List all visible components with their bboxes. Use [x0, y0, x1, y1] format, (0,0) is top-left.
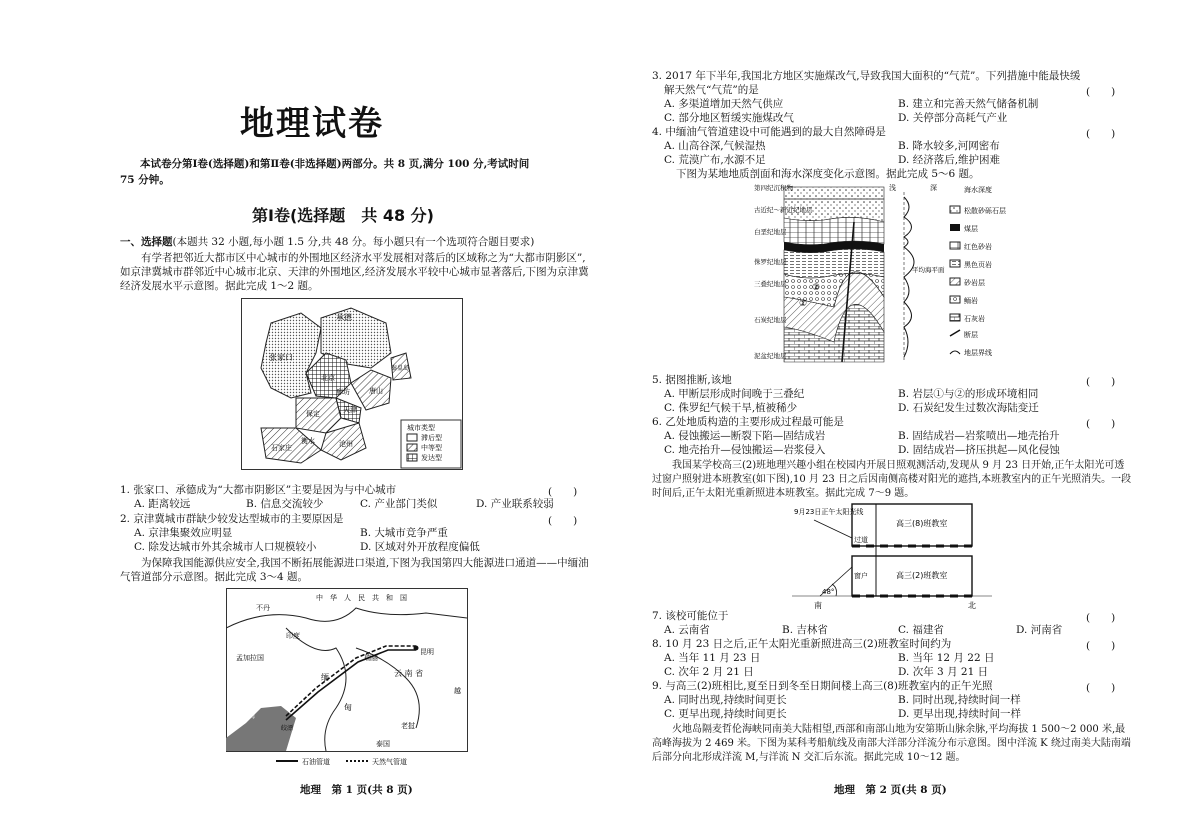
q2-stem: 2. 京津冀城市群缺少较发达型城市的主要原因是 [120, 513, 344, 525]
q3-stem-line2: 解天然气“气荒”的是 [664, 84, 759, 96]
angle-label: 48° [822, 588, 835, 596]
north-label: 北 [968, 601, 976, 610]
depth-deep-label: 深 [930, 184, 937, 192]
q8-option-d: D. 次年 3 月 21 日 [898, 666, 989, 678]
south-label: 南 [814, 601, 822, 610]
layer-label: 第四纪沉积物 [754, 184, 793, 192]
q1-option-c: C. 产业部门类似 [360, 498, 438, 510]
q3-option-d: D. 关停部分高耗气产业 [898, 112, 1008, 124]
q5-option-d: D. 石炭纪发生过数次海陆变迁 [898, 402, 1039, 414]
q9-option-b: B. 同时出现,持续时间一样 [898, 694, 1021, 706]
jingjinji-map [241, 298, 463, 470]
q1-answer-bracket: ( ) [548, 486, 578, 498]
q4-option-d: D. 经济落后,维护困难 [898, 154, 1001, 166]
map2-label: 云 南 省 [394, 669, 424, 678]
q1-stem: 1. 张家口、承德成为“大都市阴影区”主要是因为与中心城市 [120, 484, 397, 496]
geo-legend-item: 松散砂砾石层 [964, 207, 1006, 215]
depth-shallow-label: 浅 [889, 184, 896, 192]
map2-label: 越 [454, 687, 461, 695]
q7-stem: 7. 该校可能位于 [652, 610, 729, 622]
q4-option-a: A. 山高谷深,气候湿热 [664, 140, 766, 152]
map2-label: 缅 [321, 673, 329, 682]
layer-label: 侏罗纪地层 [754, 258, 787, 266]
q8-option-a: A. 当年 11 月 23 日 [664, 652, 761, 664]
passage-1: 有学者把邻近大都市区中心城市的外围地区经济水平发展相对落后的区域称之为“大都市阴影区”,如京津冀城市群邻近中心城市北京、天津的外围地区,经济发展水平较中心城市显著落后,下图为京津冀经济发展水平示意图。据此完成 1～2 题。 [120, 252, 589, 292]
layer-label: 白垩纪地层 [754, 228, 787, 236]
geo-legend-item: 鲕岩 [964, 297, 978, 305]
map2-label: 中 华 人 民 共 和 国 [316, 594, 407, 602]
q4-stem: 4. 中缅油气管道建设中可能遇到的最大自然障碍是 [652, 126, 886, 138]
map1-label: 保定 [306, 410, 320, 418]
page-footer-1: 地理 第 1 页(共 8 页) [300, 784, 413, 796]
q5-option-a: A. 甲断层形成时间晚于三叠纪 [664, 388, 805, 400]
q9-option-d: D. 更早出现,持续时间一样 [898, 708, 1022, 720]
map2-label: 孟加拉湾 [231, 713, 256, 720]
q5-answer-bracket: ( ) [1086, 376, 1116, 388]
q1-option-b: B. 信息交流较少 [246, 498, 324, 510]
map2-label: 昆明 [420, 648, 434, 656]
sea-depth-curve [904, 197, 914, 357]
window-label: 窗户 [854, 572, 868, 580]
q2-option-c: C. 除发达城市外其余城市人口规模较小 [134, 541, 317, 553]
layer-label: 泥盆纪地层 [754, 352, 787, 360]
q1-option-a: A. 距离较远 [134, 498, 191, 510]
q6-answer-bracket: ( ) [1086, 418, 1116, 430]
map2-label: 皎漂 [281, 725, 294, 732]
map2-label: 孟加拉国 [236, 654, 264, 662]
map2-label: 泰国 [376, 740, 390, 748]
section1-instructions: (本题共 32 小题,每小题 1.5 分,共 48 分。每小题只有一个选项符合题目要求) [172, 236, 535, 248]
q4-option-b: B. 降水较多,河网密布 [898, 140, 1000, 152]
sunlight-label: 9月23日正午太阳光线 [794, 508, 864, 516]
q7-answer-bracket: ( ) [1086, 612, 1116, 624]
q5-option-c: C. 侏罗纪气候干旱,植被稀少 [664, 402, 798, 414]
q7-option-b: B. 吉林省 [782, 624, 828, 636]
layer-label: 石炭纪地层 [754, 316, 787, 324]
geo-legend-item: 海水深度 [964, 186, 992, 194]
geo-legend-item: 煤层 [964, 225, 978, 233]
map1-legend-item: 中等型 [421, 444, 442, 452]
map1-legend-item: 发达型 [421, 454, 442, 462]
class2-label: 高三(2)班教室 [896, 571, 948, 580]
q8-answer-bracket: ( ) [1086, 640, 1116, 652]
q3-answer-bracket: ( ) [1086, 86, 1116, 98]
q7-option-d: D. 河南省 [1016, 624, 1063, 636]
q6-option-d: D. 固结成岩—挤压拱起—风化侵蚀 [898, 444, 1060, 456]
intro-line-2: 75 分钟。 [120, 174, 170, 186]
map2-label: 老挝 [401, 722, 415, 730]
passage-3: 下图为某地地质剖面和海水深度变化示意图。据此完成 5～6 题。 [676, 168, 980, 180]
q4-option-c: C. 荒漠广布,水源不足 [664, 154, 766, 166]
geo-legend-item: 断层 [964, 331, 978, 339]
layer-label: 三叠纪地层 [754, 280, 787, 288]
map1-label: 秦皇岛 [391, 365, 410, 372]
map2-legend-oil: 石油管道 [302, 758, 330, 766]
q8-option-c: C. 次年 2 月 21 日 [664, 666, 754, 678]
q5-stem: 5. 据图推断,该地 [652, 374, 732, 386]
q9-option-c: C. 更早出现,持续时间更长 [664, 708, 787, 720]
layer-label: 古近纪～新近纪地层 [754, 206, 813, 214]
passage-5: 火地岛隔麦哲伦海峡同南美大陆相望,西部和南部山地为安第斯山脉余脉,平均海拔 1 500～2 000 米,最高峰海拔为 2 469 米。下图为某科考船航线及南部大洋部分洋流分布示意图。图中洋流 K 绕过南美大陆南端后部分向北形成洋流 M,与洋流 N 交汇后东流。据此完成 10～12 题。 [652, 724, 1131, 763]
q9-answer-bracket: ( ) [1086, 682, 1116, 694]
map2-label: 瑞丽 [364, 654, 378, 662]
geologic-section-diagram [754, 182, 1054, 372]
map2-label: 不丹 [256, 604, 270, 612]
q6-stem: 6. 乙处地质构造的主要形成过程最可能是 [652, 416, 844, 428]
map1-label: 唐山 [369, 387, 383, 395]
passage-2: 为保障我国能源供应安全,我国不断拓展能源进口渠道,下图为我国第四大能源进口通道——中缅油气管道部分示意图。据此完成 3～4 题。 [120, 557, 589, 583]
section1-header [120, 236, 534, 249]
q2-option-b: B. 大城市竞争严重 [360, 527, 448, 539]
q2-answer-bracket: ( ) [548, 515, 578, 527]
q3-option-c: C. 部分地区暂缓实施煤改气 [664, 112, 794, 124]
map2-label: 甸 [344, 703, 352, 712]
layer-number: ① [799, 299, 808, 309]
q6-option-a: A. 侵蚀搬运—断裂下陷—固结成岩 [664, 430, 826, 442]
map2-label: 印度 [286, 632, 300, 640]
q6-option-c: C. 地壳抬升—侵蚀搬运—岩浆侵入 [664, 444, 826, 456]
map1-label: 沧州 [339, 440, 353, 448]
q1-option-d: D. 产业联系较弱 [476, 498, 554, 510]
china-myanmar-pipeline-map [226, 588, 468, 766]
intro-line-1: 本试卷分第Ⅰ卷(选择题)和第Ⅱ卷(非选择题)两部分。共 8 页,满分 100 分,考试时间 [140, 158, 530, 170]
q3-stem-line1: 3. 2017 年下半年,我国北方地区实施煤改气,导致我国大面积的“气荒”。下列措施中能最快缓 [652, 70, 1081, 82]
q8-option-b: B. 当年 12 月 22 日 [898, 652, 995, 664]
geo-legend-item: 黑色页岩 [964, 261, 992, 269]
page-footer-2: 地理 第 2 页(共 8 页) [834, 784, 947, 796]
section-title: 第Ⅰ卷(选择题 共 48 分) [252, 206, 434, 225]
map1-label: 石家庄 [271, 444, 292, 452]
q9-option-a: A. 同时出现,持续时间更长 [664, 694, 787, 706]
geo-legend-item: 石灰岩 [964, 315, 985, 323]
map1-label: 廊坊 [336, 388, 350, 396]
q3-option-a: A. 多渠道增加天然气供应 [664, 98, 784, 110]
classroom-sunlight-diagram [792, 502, 992, 612]
q6-option-b: B. 固结成岩—岩浆喷出—地壳抬升 [898, 430, 1060, 442]
map1-legend-item: 滞后型 [421, 434, 442, 442]
q4-answer-bracket: ( ) [1086, 128, 1116, 140]
corridor-label: 过道 [854, 536, 868, 544]
right-page [600, 0, 1200, 838]
q7-option-a: A. 云南省 [664, 624, 710, 636]
section1-heading: 一、选择题 [120, 236, 173, 248]
map1-label: 张家口 [269, 353, 293, 362]
q3-option-b: B. 建立和完善天然气储备机制 [898, 98, 1039, 110]
geo-legend-item: 砂岩层 [964, 279, 985, 287]
q7-option-c: C. 福建省 [898, 624, 944, 636]
sea-level-label: 平均海平面 [912, 266, 945, 274]
map1-label: 天津 [343, 406, 357, 414]
passage-4: 我国某学校高三(2)班地理兴趣小组在校园内开展日照观测活动,发现从 9 月 23 日开始,正午太阳光可透过窗户照射进本班教室(如下图),10 月 23 日之后因南侧高楼对阳光的遮挡,本班教室内的正午光照消失。一段时间后,正午太阳光重新照进本班教室。据此完成 7～9 题。 [652, 460, 1132, 499]
q5-option-b: B. 岩层①与②的形成环境相同 [898, 388, 1039, 400]
map1-label: 衡水 [301, 437, 315, 445]
q9-stem: 9. 与高三(2)班相比,夏至日到冬至日期间楼上高三(8)班教室内的正午光照 [652, 680, 993, 692]
map1-legend-title: 城市类型 [407, 424, 435, 432]
q2-option-a: A. 京津集聚效应明显 [134, 527, 233, 539]
q2-option-d: D. 区域对外开放程度偏低 [360, 541, 480, 553]
geo-legend [950, 185, 1006, 357]
geo-legend-item: 地层界线 [964, 349, 992, 357]
map2-legend-gas: 天然气管道 [372, 758, 407, 766]
class8-label: 高三(8)班教室 [896, 519, 948, 528]
geo-legend-item: 红色砂岩 [964, 243, 992, 251]
q8-stem: 8. 10 月 23 日之后,正午太阳光重新照进高三(2)班教室时间约为 [652, 638, 952, 650]
layer-number: ② [812, 283, 821, 293]
map1-label: 承德 [336, 313, 352, 322]
page-title: 地理试卷 [240, 104, 384, 144]
map1-label: 北京 [321, 374, 335, 382]
